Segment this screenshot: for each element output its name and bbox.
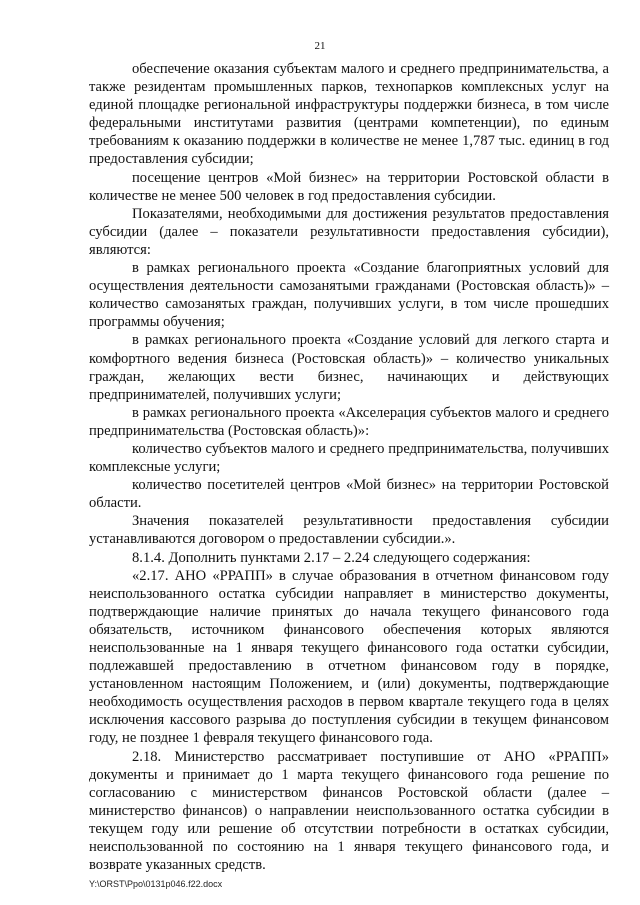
paragraph: в рамках регионального проекта «Создание условий для легкого старта и комфортного ведения бизнеса (Ростовская область)» – количество уникальных граждан, желающих вести бизнес, начинающих и действующих предпринимателей, получивших услуги;: [89, 332, 609, 403]
paragraph: в рамках регионального проекта «Создание благоприятных условий для осуществления деятельности самозанятыми гражданами (Ростовская область)» – количество самозанятых граждан, получивших услуги, в том числе прошедших программы обучения;: [89, 260, 609, 331]
paragraph: количество субъектов малого и среднего предпринимательства, получивших комплексные услуги;: [89, 440, 609, 476]
paragraph: в рамках регионального проекта «Акселерация субъектов малого и среднего предпринимательства (Ростовская область)»:: [89, 404, 609, 439]
page-number: 21: [314, 40, 326, 52]
paragraph: посещение центров «Мой бизнес» на территории Ростовской области в количестве не менее 500 человек в год предоставления субсидии.: [89, 169, 609, 204]
paragraph: «2.17. АНО «РРАПП» в случае образования в отчетном финансовом году неиспользованного остатка субсидии направляет в министерство документы, подтверждающие наличие принятых до начала текущего финансового года обязательств, источником финансового обеспечения которых являются неиспользованные на 1 января текущего финансового года остатки субсидии, подлежавшей предоставлению в отчетном финансовом году в порядке, установленном настоящим Положением, и (или) документы, подтверждающие необходимость осуществления расходов в первом квартале текущего года в целях исключения кассового разрыва до поступления субсидии в текущем финансовом году, не позднее 1 февраля текущего финансового года.: [89, 567, 609, 747]
paragraph: обеспечение оказания субъектам малого и среднего предпринимательства, а также резидентам промышленных парков, технопарков комплексных услуг на единой площадке региональной инфраструктуры поддержки бизнеса, в том числе федеральными институтами развития (центрами компетенции), по единым требованиям к оказанию поддержки в количестве не менее 1,787 тыс. единиц в год предоставления субсидии;: [89, 61, 609, 168]
footer-file-path: Y:\ORST\Ppo\0131p046.f22.docx: [89, 879, 223, 889]
paragraph: 2.18. Министерство рассматривает поступившие от АНО «РРАПП» документы и принимает до 1 марта текущего финансового года решение по согласованию с министерством финансов Ростовской области (далее – министерство финансов) о направлении неиспользованного остатка субсидии в текущем году или решение об отсутствии потребности в остатках субсидии, неиспользованной по состоянию на 1 января текущего финансового года, и возврате указанных средств.: [89, 748, 609, 874]
paragraph: количество посетителей центров «Мой бизнес» на территории Ростовской области.: [89, 477, 609, 512]
document-body: [89, 60, 609, 874]
paragraph: Значения показателей результативности предоставления субсидии устанавливаются договором о предоставлении субсидии.».: [89, 513, 609, 548]
paragraph: Показателями, необходимыми для достижения результатов предоставления субсидии (далее – показатели результативности предоставления субсидии), являются:: [89, 205, 609, 258]
paragraph: 8.1.4. Дополнить пунктами 2.17 – 2.24 следующего содержания:: [132, 549, 531, 566]
